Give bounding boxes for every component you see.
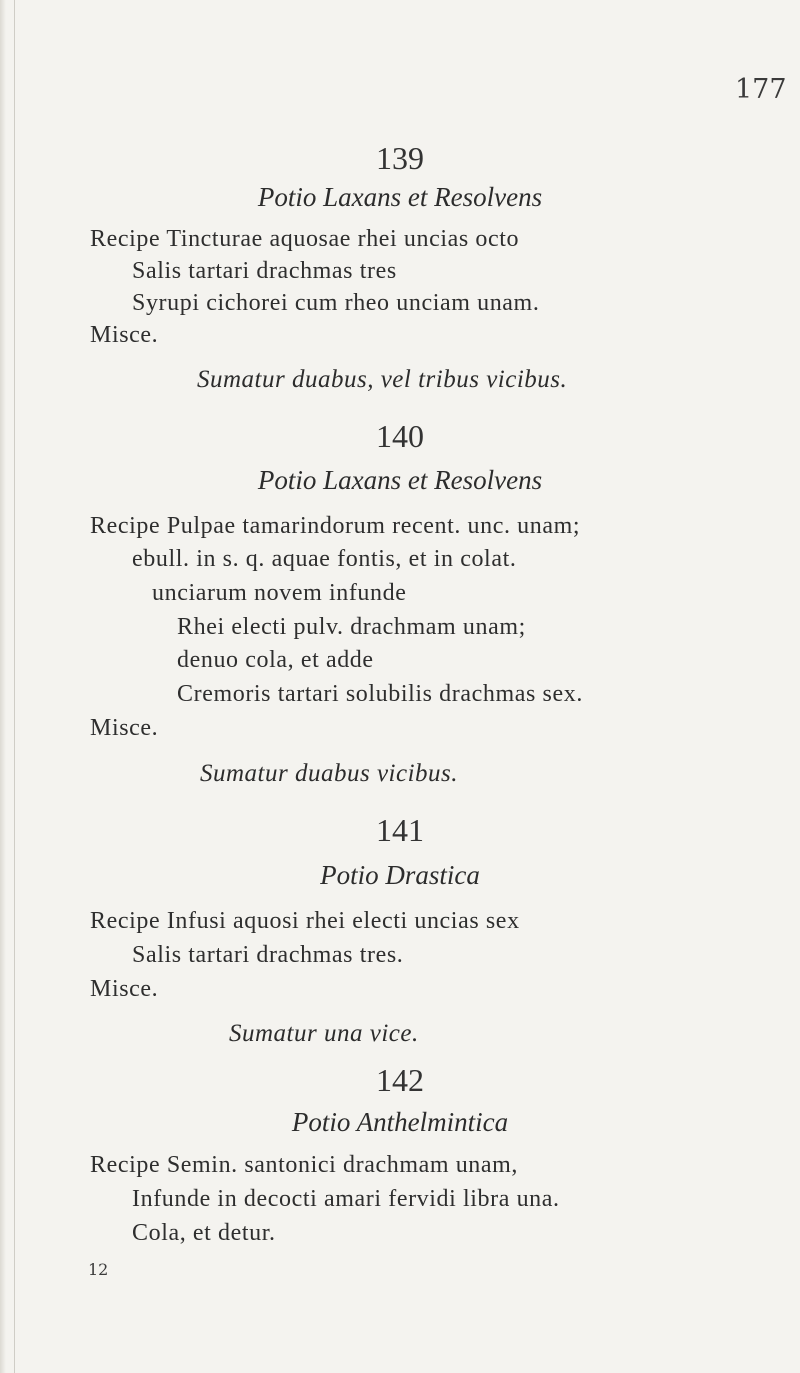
recipe-title: Potio Anthelmintica bbox=[291, 1107, 509, 1137]
recipe-line: Syrupi cichorei cum rheo unciam unam. bbox=[132, 290, 540, 316]
recipe-line: Salis tartari drachmas tres bbox=[132, 258, 397, 284]
recipe-line: Recipe Semin. santonici drachmam unam, bbox=[90, 1152, 519, 1178]
recipe-line: Misce. bbox=[90, 715, 159, 741]
recipe-line: Cremoris tartari solubilis drachmas sex. bbox=[177, 681, 583, 707]
recipe-title: Potio Drastica bbox=[320, 860, 480, 890]
recipe-line: Misce. bbox=[90, 322, 159, 348]
recipe-line: Recipe Pulpae tamarindorum recent. unc. unam; bbox=[90, 513, 581, 539]
recipe-title: Potio Laxans et Resolvens bbox=[257, 465, 543, 495]
recipe-line: Recipe Tincturae aquosae rhei uncias octo bbox=[90, 226, 520, 252]
recipe-title: Potio Laxans et Resolvens bbox=[257, 182, 543, 212]
signature-mark: 12 bbox=[88, 1260, 109, 1279]
recipe-line: ebull. in s. q. aquae fontis, et in colat. bbox=[132, 546, 517, 572]
recipe-line: Cola, et detur. bbox=[132, 1220, 276, 1246]
recipe-line: Recipe Infusi aquosi rhei electi uncias sex bbox=[90, 908, 520, 934]
recipe-line: unciarum novem infunde bbox=[152, 580, 407, 606]
recipe-line: Rhei electi pulv. drachmam unam; bbox=[177, 614, 526, 640]
page-number: 177 bbox=[735, 74, 787, 105]
recipe-number: 140 bbox=[376, 418, 424, 454]
recipe-dosage: Sumatur una vice. bbox=[229, 1020, 419, 1047]
recipe-number: 142 bbox=[376, 1062, 424, 1098]
recipe-dosage: Sumatur duabus, vel tribus vicibus. bbox=[197, 366, 568, 393]
recipe-number: 139 bbox=[376, 140, 424, 176]
recipe-line: denuo cola, et adde bbox=[177, 647, 374, 673]
recipe-line: Misce. bbox=[90, 976, 159, 1002]
recipe-dosage: Sumatur duabus vicibus. bbox=[200, 760, 459, 787]
recipe-number: 141 bbox=[376, 812, 424, 848]
recipe-line: Infunde in decocti amari fervidi libra una. bbox=[132, 1186, 560, 1212]
recipe-line: Salis tartari drachmas tres. bbox=[132, 942, 404, 968]
